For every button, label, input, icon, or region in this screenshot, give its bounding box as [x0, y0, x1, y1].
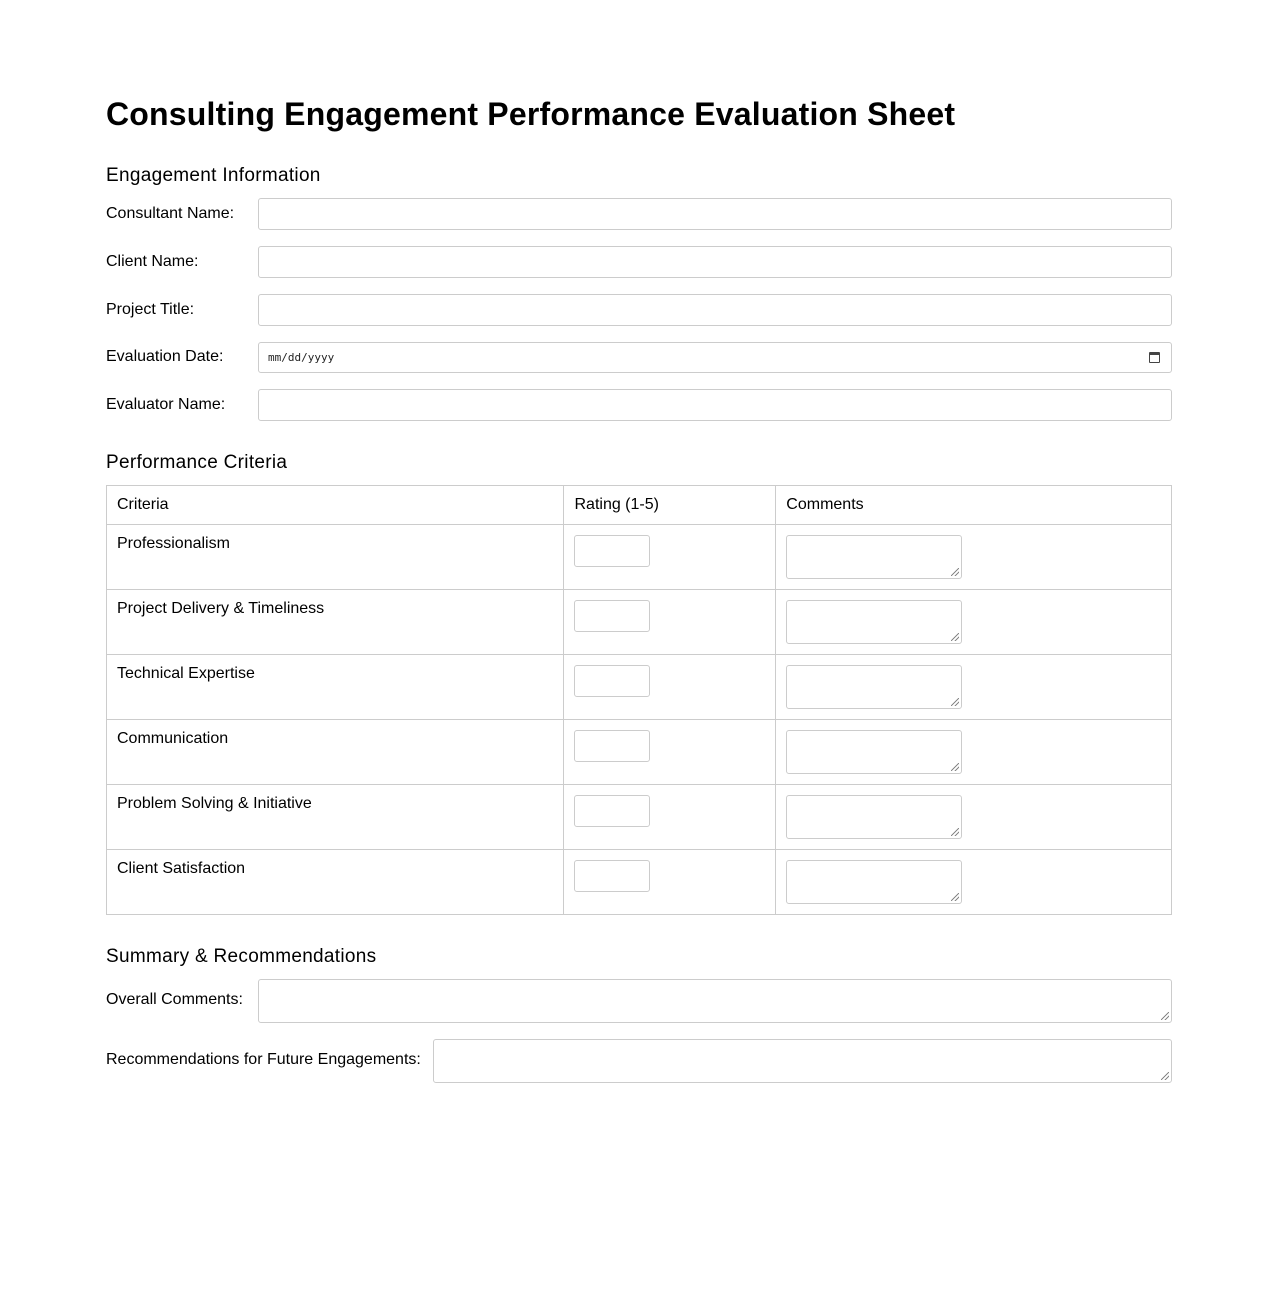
- resize-grip-icon[interactable]: [951, 828, 959, 836]
- resize-grip-icon[interactable]: [951, 568, 959, 576]
- table-row: [107, 850, 1172, 915]
- table-row: [107, 720, 1172, 785]
- rating-input[interactable]: [574, 665, 650, 697]
- evaluator-name-row: [106, 389, 1172, 421]
- rating-input[interactable]: [574, 600, 650, 632]
- table-row: [107, 785, 1172, 850]
- resize-grip-icon[interactable]: [951, 893, 959, 901]
- rating-input[interactable]: [574, 795, 650, 827]
- table-row: [107, 525, 1172, 590]
- evaluator-name-input[interactable]: [258, 389, 1172, 421]
- comments-textarea[interactable]: [786, 860, 962, 904]
- evaluation-date-input[interactable]: [258, 342, 1172, 373]
- comments-cell: [776, 720, 1172, 785]
- criteria-name: Problem Solving & Initiative: [107, 785, 564, 850]
- page-title: Consulting Engagement Performance Evaluation Sheet: [106, 96, 956, 132]
- comments-cell: [776, 590, 1172, 655]
- recommendations-textarea[interactable]: [433, 1039, 1172, 1083]
- overall-comments-textarea[interactable]: [258, 979, 1172, 1023]
- rating-cell: [564, 525, 776, 590]
- date-placeholder: mm/dd/yyyy: [268, 351, 335, 364]
- section-heading-criteria: Performance Criteria: [106, 452, 288, 473]
- criteria-name: Technical Expertise: [107, 655, 564, 720]
- recommendations-row: [106, 1039, 1172, 1083]
- comments-textarea[interactable]: [786, 600, 962, 644]
- column-header-comments: Comments: [776, 486, 1172, 525]
- rating-cell: [564, 785, 776, 850]
- resize-grip-icon[interactable]: [951, 698, 959, 706]
- project-title-row: [106, 294, 1172, 326]
- rating-input[interactable]: [574, 535, 650, 567]
- overall-comments-row: [106, 979, 1172, 1023]
- calendar-icon[interactable]: [1149, 352, 1160, 363]
- comments-textarea[interactable]: [786, 730, 962, 774]
- project-title-label: Project Title:: [106, 301, 195, 318]
- column-header-criteria: Criteria: [107, 486, 564, 525]
- client-name-input[interactable]: [258, 246, 1172, 278]
- resize-grip-icon[interactable]: [1161, 1072, 1169, 1080]
- comments-cell: [776, 525, 1172, 590]
- consultant-name-label: Consultant Name:: [106, 205, 235, 222]
- resize-grip-icon[interactable]: [951, 633, 959, 641]
- table-header-row: [107, 486, 1172, 525]
- criteria-table: [106, 485, 1172, 915]
- consultant-name-input[interactable]: [258, 198, 1172, 230]
- criteria-name: Project Delivery & Timeliness: [107, 590, 564, 655]
- table-row: [107, 655, 1172, 720]
- consultant-name-row: [106, 198, 1172, 230]
- comments-textarea[interactable]: [786, 535, 962, 579]
- comments-textarea[interactable]: [786, 665, 962, 709]
- table-row: [107, 590, 1172, 655]
- comments-textarea[interactable]: [786, 795, 962, 839]
- rating-cell: [564, 850, 776, 915]
- rating-input[interactable]: [574, 730, 650, 762]
- comments-cell: [776, 655, 1172, 720]
- section-heading-engagement: Engagement Information: [106, 165, 321, 186]
- comments-cell: [776, 850, 1172, 915]
- column-header-rating: Rating (1-5): [564, 486, 776, 525]
- criteria-name: Communication: [107, 720, 564, 785]
- client-name-label: Client Name:: [106, 253, 199, 270]
- evaluation-date-row: [106, 342, 1172, 374]
- rating-cell: [564, 590, 776, 655]
- overall-comments-label: Overall Comments:: [106, 991, 243, 1008]
- resize-grip-icon[interactable]: [1161, 1012, 1169, 1020]
- project-title-input[interactable]: [258, 294, 1172, 326]
- criteria-name: Client Satisfaction: [107, 850, 564, 915]
- client-name-row: [106, 246, 1172, 278]
- evaluation-date-label: Evaluation Date:: [106, 348, 224, 365]
- resize-grip-icon[interactable]: [951, 763, 959, 771]
- criteria-name: Professionalism: [107, 525, 564, 590]
- rating-input[interactable]: [574, 860, 650, 892]
- rating-cell: [564, 655, 776, 720]
- evaluator-name-label: Evaluator Name:: [106, 396, 226, 413]
- recommendations-label: Recommendations for Future Engagements:: [106, 1051, 421, 1068]
- section-heading-summary: Summary & Recommendations: [106, 946, 377, 967]
- rating-cell: [564, 720, 776, 785]
- comments-cell: [776, 785, 1172, 850]
